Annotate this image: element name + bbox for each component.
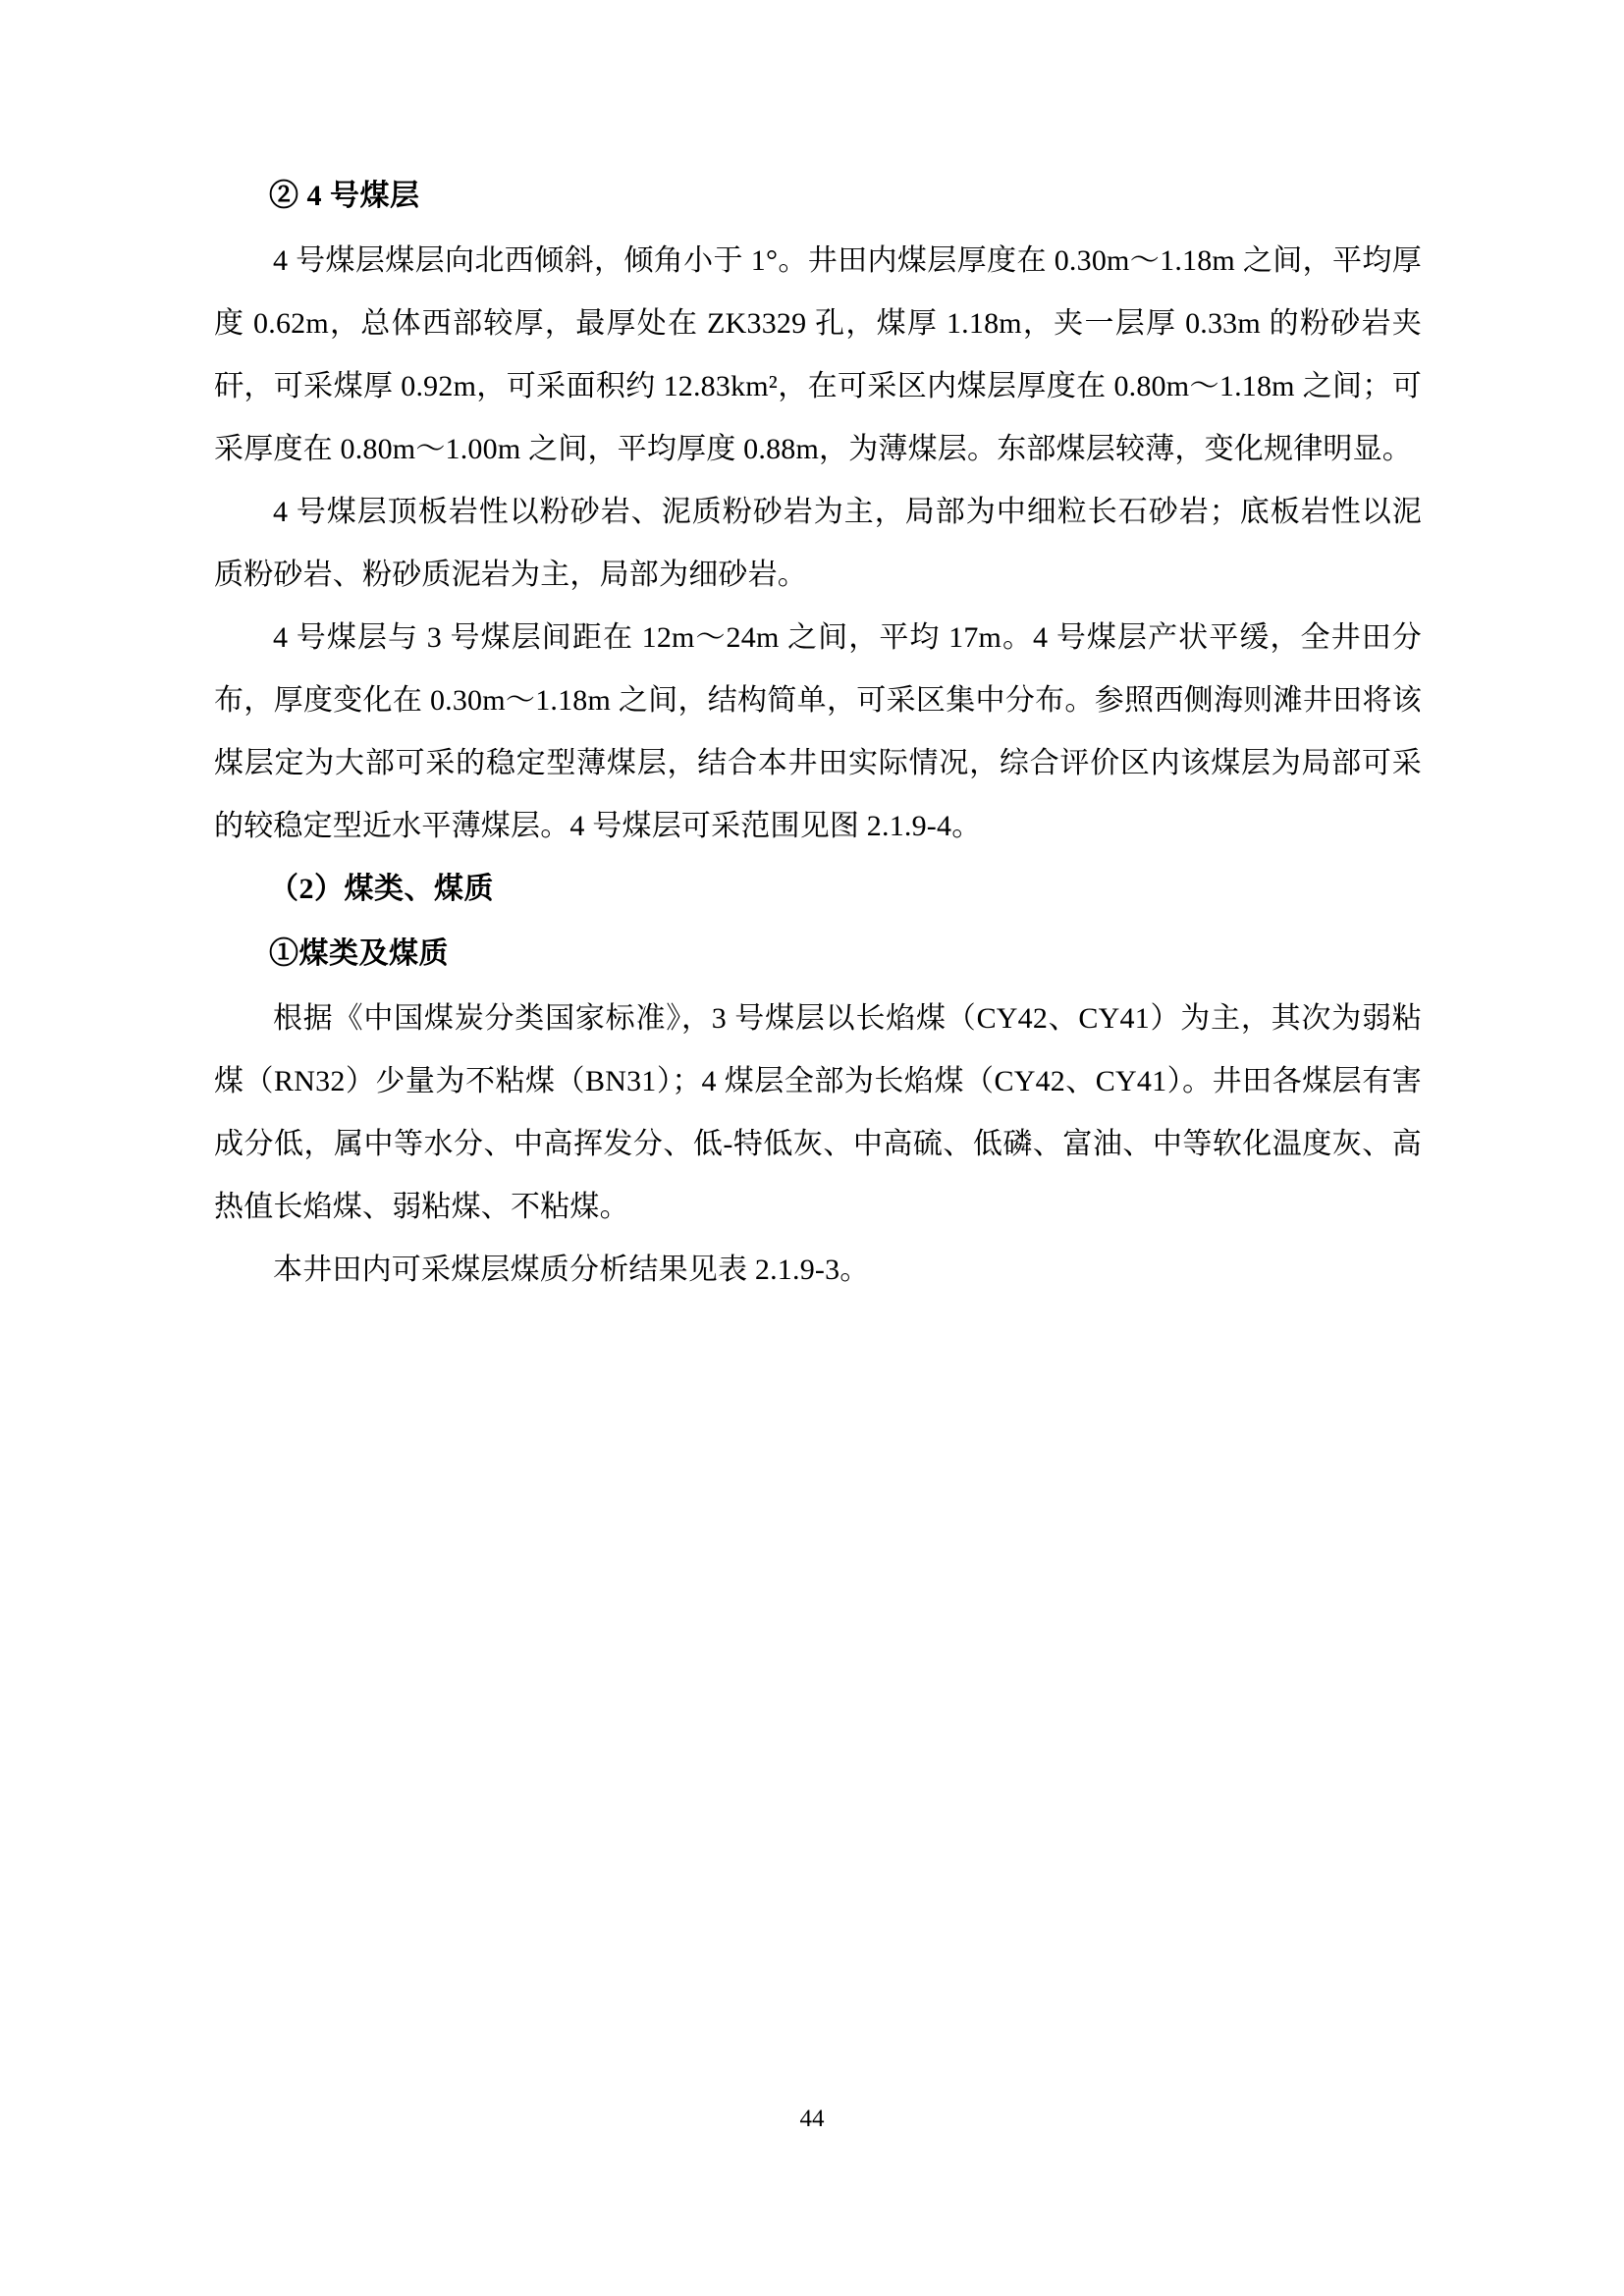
page-number: 44 bbox=[799, 2106, 825, 2132]
subsection-heading-coal-type: ①煤类及煤质 bbox=[269, 937, 449, 970]
page-content bbox=[214, 165, 1422, 1302]
section-heading-coal-seam-4: ② 4 号煤层 bbox=[269, 180, 420, 212]
paragraph-quality-table-reference: 本井田内可采煤层煤质分析结果见表 2.1.9-3。 bbox=[273, 1254, 870, 1286]
paragraph-seam4-spacing: 4 号煤层与 3 号煤层间距在 12m～24m 之间，平均 17m。4 号煤层产状平缓，全井田分布，厚度变化在 0.30m～1.18m 之间，结构简单，可采区集中分布。参照西侧海则滩井田将该煤层定为大部可采的稳定型薄煤层，结合本井田实际情况，综合评价区内该煤层为局部可采的较稳定型近水平薄煤层。4 号煤层可采范围见图 2.1.9-4。 bbox=[214, 621, 1422, 842]
paragraph-seam4-roof-floor: 4 号煤层顶板岩性以粉砂岩、泥质粉砂岩为主，局部为中细粒长石砂岩；底板岩性以泥质粉砂岩、粉砂质泥岩为主，局部为细砂岩。 bbox=[214, 496, 1422, 591]
paragraph-coal-classification: 根据《中国煤炭分类国家标准》，3 号煤层以长焰煤（CY42、CY41）为主，其次为弱粘煤（RN32）少量为不粘煤（BN31）；4 煤层全部为长焰煤（CY42、CY41）。井田各煤层有害成分低，属中等水分、中高挥发分、低-特低灰、中高硫、低磷、富油、中等软化温度灰、高热值长焰煤、弱粘煤、不粘煤。 bbox=[214, 1002, 1422, 1223]
paragraph-seam4-thickness: 4 号煤层煤层向北西倾斜，倾角小于 1°。井田内煤层厚度在 0.30m～1.18m 之间，平均厚度 0.62m，总体西部较厚，最厚处在 ZK3329 孔，煤厚 1.18m，夹一层厚 0.33m 的粉砂岩夹矸，可采煤厚 0.92m，可采面积约 12.83km²，在可采区内煤层厚度在 0.80m～1.18m 之间；可采厚度在 0.80m～1.00m 之间，平均厚度 0.88m，为薄煤层。东部煤层较薄，变化规律明显。 bbox=[214, 244, 1422, 465]
section-heading-coal-type-quality: （2）煤类、煤质 bbox=[269, 873, 494, 905]
